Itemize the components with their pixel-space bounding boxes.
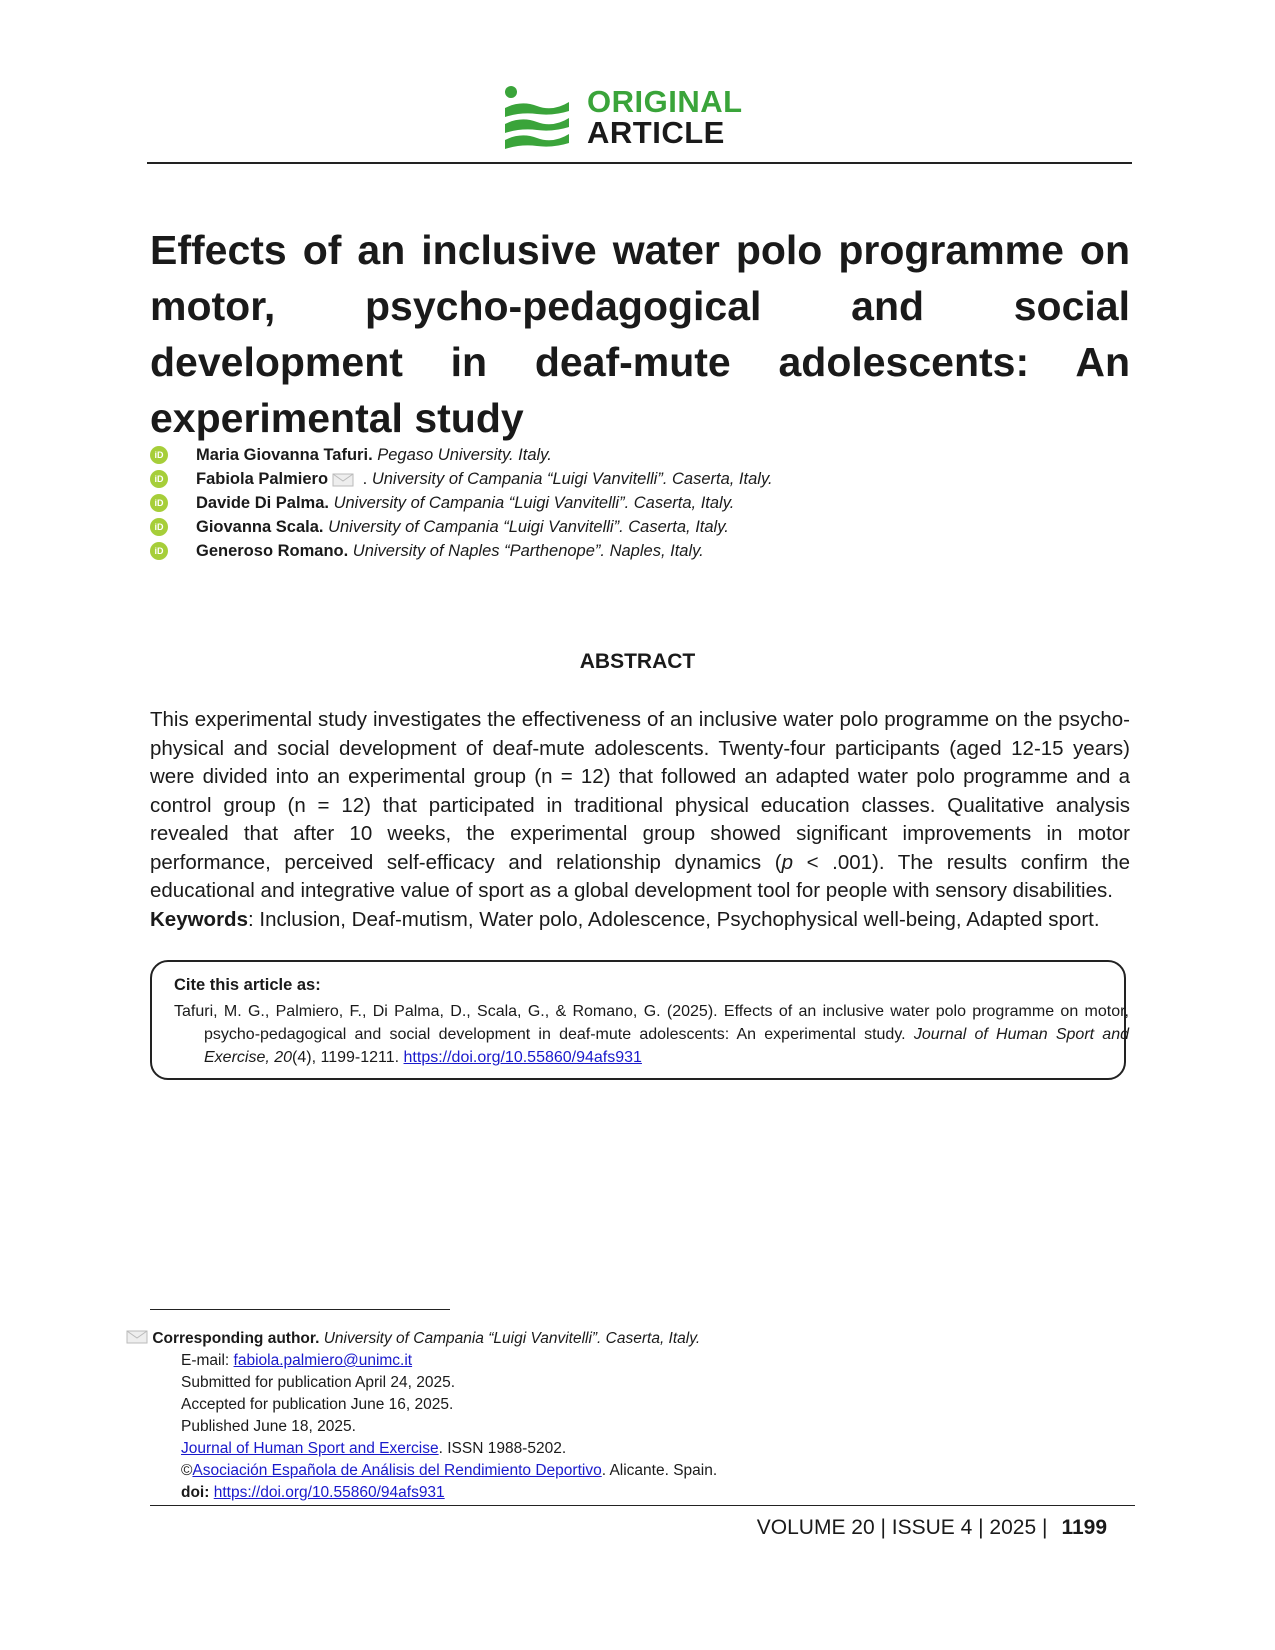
citation-journal: Journal of Human Sport and Exercise, 20: [204, 1026, 1130, 1066]
page-number: 1199: [1061, 1516, 1107, 1539]
keywords: [150, 906, 1130, 934]
orcid-icon[interactable]: iD: [150, 446, 168, 464]
logo-line-article: ARTICLE: [587, 115, 725, 150]
orcid-icon[interactable]: iD: [150, 518, 168, 536]
abstract-part2: < .001). The results confirm the educational and integrative value of sport as a global development tool for people with sensory disabilities.: [150, 850, 1131, 902]
citation-text: [174, 1000, 1129, 1069]
footnote: [126, 1328, 717, 1504]
abstract-heading: ABSTRACT: [579, 650, 696, 673]
keywords-label: Keywords: [150, 908, 248, 931]
association-place: . Alicante. Spain.: [601, 1462, 718, 1479]
corr-label: Corresponding author.: [152, 1330, 320, 1347]
association-link[interactable]: Asociación Española de Análisis del Rendimiento Deportivo: [192, 1462, 602, 1479]
header-divider: [147, 162, 1132, 164]
orcid-icon[interactable]: iD: [150, 494, 168, 512]
citation-authors-title: Tafuri, M. G., Palmiero, F., Di Palma, D., Scala, G., & Romano, G. (2025). Effects of an inclusive water polo programme on motor, psycho-pedagogical and social development in deaf-mute adolescents: An experimental study.: [174, 1003, 1129, 1043]
doi-label: doi:: [181, 1484, 214, 1501]
envelope-icon: [126, 1329, 148, 1345]
author-name: Maria Giovanna Tafuri.: [196, 446, 373, 464]
email-row: [126, 1350, 717, 1372]
doi-row: [126, 1482, 717, 1504]
corr-affiliation: University of Campania “Luigi Vanvitelli”. Caserta, Italy.: [323, 1330, 701, 1347]
footer-divider: [150, 1505, 1135, 1506]
article-title: Effects of an inclusive water polo programme on motor, psycho-pedagogical and social development in deaf-mute adolescents: An experimental study: [150, 227, 1130, 441]
footnote-divider: [150, 1309, 450, 1310]
copyright-symbol: ©: [181, 1462, 193, 1479]
published-date: Published June 18, 2025.: [181, 1418, 356, 1435]
author-separator: .: [358, 470, 372, 488]
copyright-row: [126, 1460, 717, 1482]
author-name: Davide Di Palma.: [196, 494, 329, 512]
citation-doi-link[interactable]: https://doi.org/10.55860/94afs931: [403, 1049, 642, 1066]
author-affiliation: Pegaso University. Italy.: [377, 446, 552, 464]
abstract-text: [150, 706, 1130, 906]
email-label: E-mail:: [181, 1352, 234, 1369]
journal-link[interactable]: Journal of Human Sport and Exercise: [181, 1440, 439, 1457]
keywords-list: : Inclusion, Deaf-mutism, Water polo, Adolescence, Psychophysical well-being, Adapted sport.: [247, 908, 1100, 931]
author-name: Giovanna Scala.: [196, 518, 324, 536]
accepted-date: Accepted for publication June 16, 2025.: [181, 1396, 454, 1413]
original-article-logo: [503, 86, 773, 152]
p-symbol: p: [781, 850, 793, 874]
logo-line-original: ORIGINAL: [587, 84, 743, 119]
journal-row: [126, 1438, 717, 1460]
author-affiliation: University of Naples “Parthenope”. Naples, Italy.: [352, 542, 704, 560]
author-affiliation: University of Campania “Luigi Vanvitelli”. Caserta, Italy.: [328, 518, 729, 536]
orcid-icon[interactable]: iD: [150, 470, 168, 488]
citation-issue: (4), 1199-1211.: [292, 1049, 404, 1066]
corresponding-author: [126, 1328, 717, 1350]
citation-box: [150, 960, 1130, 1080]
volume-info: VOLUME 20 | ISSUE 4 | 2025 |: [756, 1516, 1048, 1539]
doi-link[interactable]: https://doi.org/10.55860/94afs931: [213, 1484, 445, 1501]
author-affiliation: University of Campania “Luigi Vanvitelli”. Caserta, Italy.: [333, 494, 735, 512]
author-name: Fabiola Palmiero: [196, 470, 329, 488]
citation-heading: Cite this article as:: [174, 976, 321, 994]
abstract-part1: This experimental study investigates the effectiveness of an inclusive water polo programme on the psycho-physical and social development of deaf-mute adolescents. Twenty-four participants (aged 12-15 years) were divided into an experimental group (n = 12) that followed an adapted water polo programme and a control group (n = 12) that participated in traditional physical education classes. Qualitative analysis revealed that after 10 weeks, the experimental group showed significant improvements in motor performance, perceived self-efficacy and relationship dynamics (: [150, 708, 1130, 874]
orcid-icon[interactable]: iD: [150, 542, 168, 560]
email-link[interactable]: fabiola.palmiero@unimc.it: [233, 1352, 413, 1369]
page-footer: [757, 1516, 1107, 1540]
author-affiliation: University of Campania “Luigi Vanvitelli”. Caserta, Italy.: [371, 470, 773, 488]
issn: . ISSN 1988-5202.: [438, 1440, 567, 1457]
submitted-date: Submitted for publication April 24, 2025.: [181, 1374, 456, 1391]
author-name: Generoso Romano.: [196, 542, 349, 560]
waves-logo-icon: [503, 86, 573, 152]
envelope-icon: [332, 473, 354, 487]
